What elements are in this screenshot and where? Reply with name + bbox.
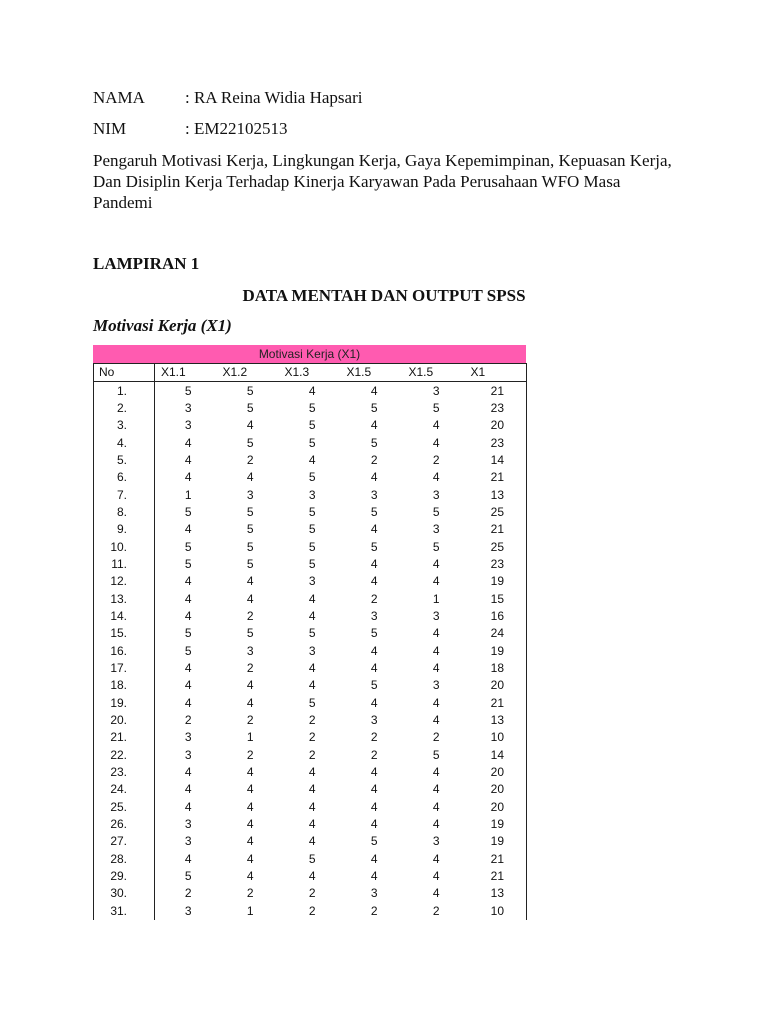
- score-cell: 4: [246, 591, 254, 606]
- score-cell: 2: [246, 886, 254, 901]
- row-number-cell: 10.: [94, 538, 155, 555]
- score-cell: 5: [308, 435, 316, 450]
- row-number-cell: 18.: [94, 677, 155, 694]
- score-cell: 2: [246, 452, 254, 467]
- score-cell: 2: [308, 713, 316, 728]
- score-cell: 4: [432, 626, 440, 641]
- score-cell: 2: [432, 730, 440, 745]
- row-number-cell: 27.: [94, 833, 155, 850]
- score-cell: 4: [370, 782, 378, 797]
- total-cell: 14: [465, 452, 527, 469]
- row-number-cell: 30.: [94, 885, 155, 902]
- score-cell: 4: [308, 817, 316, 832]
- column-header: X1.1: [155, 364, 217, 382]
- score-cell: 4: [246, 817, 254, 832]
- score-cell: 4: [432, 799, 440, 814]
- row-number-cell: 1.: [94, 382, 155, 400]
- row-number-cell: 7.: [94, 486, 155, 503]
- score-cell: 3: [184, 747, 192, 762]
- score-cell: 5: [184, 539, 192, 554]
- score-cell: 4: [370, 643, 378, 658]
- score-cell: 5: [184, 626, 192, 641]
- row-number-cell: 29.: [94, 868, 155, 885]
- score-cell: 4: [370, 574, 378, 589]
- table-row: [94, 660, 527, 677]
- total-cell: 19: [465, 573, 527, 590]
- row-number-cell: 3.: [94, 417, 155, 434]
- table-row: [94, 625, 527, 642]
- total-cell: 25: [465, 504, 527, 521]
- total-cell: 16: [465, 608, 527, 625]
- score-cell: 1: [432, 591, 440, 606]
- score-cell: 4: [370, 799, 378, 814]
- row-number-cell: 2.: [94, 400, 155, 417]
- score-cell: 5: [308, 400, 316, 415]
- score-cell: 2: [246, 713, 254, 728]
- score-cell: 4: [184, 678, 192, 693]
- table-row: [94, 521, 527, 538]
- score-cell: 1: [246, 903, 254, 918]
- score-cell: 5: [246, 383, 254, 398]
- score-cell: 4: [184, 851, 192, 866]
- row-number-cell: 22.: [94, 747, 155, 764]
- score-cell: 5: [432, 504, 440, 519]
- score-cell: 4: [370, 765, 378, 780]
- row-number-cell: 31.: [94, 903, 155, 920]
- score-cell: 3: [184, 834, 192, 849]
- table-row: [94, 903, 527, 920]
- score-cell: 4: [184, 782, 192, 797]
- table-row: [94, 452, 527, 469]
- score-cell: 4: [432, 574, 440, 589]
- row-number-cell: 5.: [94, 452, 155, 469]
- score-cell: 5: [308, 418, 316, 433]
- score-cell: 2: [370, 452, 378, 467]
- table-row: [94, 504, 527, 521]
- score-cell: 3: [184, 730, 192, 745]
- table-header-row: [94, 364, 527, 382]
- score-cell: 2: [184, 886, 192, 901]
- total-cell: 25: [465, 538, 527, 555]
- score-cell: 3: [432, 608, 440, 623]
- score-cell: 2: [308, 747, 316, 762]
- row-number-cell: 20.: [94, 712, 155, 729]
- total-cell: 19: [465, 643, 527, 660]
- score-cell: 4: [308, 383, 316, 398]
- total-cell: 23: [465, 434, 527, 451]
- score-cell: 4: [432, 886, 440, 901]
- table-row: [94, 764, 527, 781]
- score-cell: 2: [370, 591, 378, 606]
- row-number-cell: 24.: [94, 781, 155, 798]
- data-table-container: [93, 345, 526, 920]
- score-cell: 4: [370, 556, 378, 571]
- table-row: [94, 816, 527, 833]
- score-cell: 4: [184, 799, 192, 814]
- total-cell: 13: [465, 486, 527, 503]
- score-cell: 4: [308, 799, 316, 814]
- score-cell: 5: [308, 851, 316, 866]
- row-number-cell: 14.: [94, 608, 155, 625]
- table-row: [94, 747, 527, 764]
- score-cell: 4: [184, 452, 192, 467]
- score-cell: 4: [432, 851, 440, 866]
- row-number-cell: 12.: [94, 573, 155, 590]
- score-cell: 4: [184, 574, 192, 589]
- total-cell: 19: [465, 816, 527, 833]
- score-cell: 5: [370, 400, 378, 415]
- score-cell: 4: [432, 418, 440, 433]
- score-cell: 4: [246, 851, 254, 866]
- table-row: [94, 695, 527, 712]
- score-cell: 2: [246, 608, 254, 623]
- score-cell: 3: [308, 574, 316, 589]
- column-header: X1.3: [279, 364, 341, 382]
- score-cell: 4: [246, 799, 254, 814]
- score-cell: 3: [370, 487, 378, 502]
- score-cell: 4: [184, 470, 192, 485]
- score-cell: 4: [184, 695, 192, 710]
- score-cell: 4: [184, 608, 192, 623]
- section-title: Motivasi Kerja (X1): [93, 316, 232, 335]
- table-row: [94, 608, 527, 625]
- table-row: [94, 712, 527, 729]
- score-cell: 4: [432, 713, 440, 728]
- score-cell: 2: [308, 903, 316, 918]
- total-cell: 21: [465, 868, 527, 885]
- total-cell: 15: [465, 590, 527, 607]
- score-cell: 4: [432, 556, 440, 571]
- column-header: No: [94, 364, 155, 382]
- table-row: [94, 799, 527, 816]
- table-row: [94, 486, 527, 503]
- nama-value: : RA Reina Widia Hapsari: [185, 88, 363, 107]
- score-cell: 4: [246, 678, 254, 693]
- row-number-cell: 16.: [94, 643, 155, 660]
- score-cell: 4: [246, 834, 254, 849]
- total-cell: 13: [465, 885, 527, 902]
- score-cell: 4: [308, 678, 316, 693]
- score-cell: 3: [246, 487, 254, 502]
- score-cell: 4: [246, 869, 254, 884]
- score-cell: 1: [184, 487, 192, 502]
- score-cell: 4: [432, 765, 440, 780]
- total-cell: 20: [465, 417, 527, 434]
- row-number-cell: 17.: [94, 660, 155, 677]
- table-row: [94, 538, 527, 555]
- total-cell: 21: [465, 382, 527, 400]
- score-cell: 5: [308, 522, 316, 537]
- score-cell: 5: [184, 869, 192, 884]
- score-cell: 4: [184, 591, 192, 606]
- score-cell: 5: [370, 435, 378, 450]
- table-row: [94, 417, 527, 434]
- score-cell: 4: [246, 695, 254, 710]
- score-cell: 5: [308, 626, 316, 641]
- column-header: X1.5: [403, 364, 465, 382]
- score-cell: 3: [184, 903, 192, 918]
- score-cell: 5: [370, 834, 378, 849]
- score-cell: 4: [184, 661, 192, 676]
- lampiran-heading: LAMPIRAN 1: [93, 254, 200, 273]
- table-row: [94, 643, 527, 660]
- row-number-cell: 26.: [94, 816, 155, 833]
- score-cell: 4: [308, 608, 316, 623]
- total-cell: 14: [465, 747, 527, 764]
- nim-label: NIM: [93, 119, 127, 138]
- score-cell: 5: [308, 504, 316, 519]
- thesis-title: Pengaruh Motivasi Kerja, Lingkungan Kerja, Gaya Kepemimpinan, Kepuasan Kerja, Dan Disiplin Kerja Terhadap Kinerja Karyawan Pada Perusahaan WFO Masa Pandemi: [93, 151, 672, 212]
- row-number-cell: 23.: [94, 764, 155, 781]
- table-row: [94, 729, 527, 746]
- score-cell: 5: [370, 678, 378, 693]
- score-cell: 3: [246, 643, 254, 658]
- table-row: [94, 434, 527, 451]
- score-cell: 4: [370, 470, 378, 485]
- table-row: [94, 469, 527, 486]
- score-cell: 4: [246, 782, 254, 797]
- score-cell: 4: [370, 522, 378, 537]
- score-cell: 2: [246, 747, 254, 762]
- score-cell: 4: [432, 643, 440, 658]
- table-banner: Motivasi Kerja (X1): [93, 345, 526, 363]
- nama-label: NAMA: [93, 88, 145, 107]
- score-cell: 4: [246, 574, 254, 589]
- total-cell: 21: [465, 521, 527, 538]
- total-cell: 10: [465, 729, 527, 746]
- score-cell: 5: [184, 556, 192, 571]
- score-cell: 4: [308, 869, 316, 884]
- score-cell: 4: [246, 470, 254, 485]
- total-cell: 20: [465, 677, 527, 694]
- row-number-cell: 8.: [94, 504, 155, 521]
- score-cell: 2: [308, 886, 316, 901]
- row-number-cell: 28.: [94, 851, 155, 868]
- score-cell: 3: [432, 522, 440, 537]
- row-number-cell: 15.: [94, 625, 155, 642]
- score-cell: 5: [246, 556, 254, 571]
- score-cell: 2: [370, 730, 378, 745]
- total-cell: 20: [465, 781, 527, 798]
- table-row: [94, 400, 527, 417]
- row-number-cell: 25.: [94, 799, 155, 816]
- score-cell: 2: [370, 747, 378, 762]
- score-cell: 4: [370, 383, 378, 398]
- nim-value: : EM22102513: [185, 119, 288, 138]
- total-cell: 13: [465, 712, 527, 729]
- score-cell: 3: [184, 400, 192, 415]
- score-cell: 5: [308, 470, 316, 485]
- total-cell: 23: [465, 400, 527, 417]
- total-cell: 18: [465, 660, 527, 677]
- data-table: [93, 363, 527, 920]
- table-row: [94, 851, 527, 868]
- score-cell: 4: [308, 591, 316, 606]
- score-cell: 3: [370, 886, 378, 901]
- score-cell: 3: [184, 817, 192, 832]
- score-cell: 2: [432, 903, 440, 918]
- score-cell: 4: [370, 817, 378, 832]
- score-cell: 3: [370, 608, 378, 623]
- score-cell: 5: [246, 626, 254, 641]
- score-cell: 1: [246, 730, 254, 745]
- score-cell: 2: [370, 903, 378, 918]
- score-cell: 3: [432, 383, 440, 398]
- score-cell: 5: [370, 539, 378, 554]
- row-number-cell: 13.: [94, 590, 155, 607]
- score-cell: 4: [308, 782, 316, 797]
- score-cell: 5: [246, 539, 254, 554]
- table-row: [94, 885, 527, 902]
- score-cell: 3: [184, 418, 192, 433]
- table-row: [94, 382, 527, 400]
- score-cell: 4: [370, 695, 378, 710]
- score-cell: 4: [432, 470, 440, 485]
- score-cell: 3: [308, 487, 316, 502]
- score-cell: 4: [308, 834, 316, 849]
- score-cell: 4: [246, 765, 254, 780]
- score-cell: 5: [246, 400, 254, 415]
- table-row: [94, 556, 527, 573]
- row-number-cell: 19.: [94, 695, 155, 712]
- column-header: X1.5: [341, 364, 403, 382]
- score-cell: 5: [246, 522, 254, 537]
- total-cell: 21: [465, 851, 527, 868]
- score-cell: 2: [432, 452, 440, 467]
- score-cell: 5: [184, 383, 192, 398]
- score-cell: 5: [184, 504, 192, 519]
- score-cell: 4: [308, 452, 316, 467]
- total-cell: 21: [465, 469, 527, 486]
- score-cell: 4: [184, 765, 192, 780]
- row-number-cell: 6.: [94, 469, 155, 486]
- score-cell: 4: [308, 661, 316, 676]
- score-cell: 3: [432, 834, 440, 849]
- score-cell: 4: [370, 661, 378, 676]
- score-cell: 5: [370, 626, 378, 641]
- score-cell: 3: [432, 487, 440, 502]
- table-row: [94, 868, 527, 885]
- score-cell: 4: [370, 851, 378, 866]
- column-header: X1.2: [217, 364, 279, 382]
- table-row: [94, 833, 527, 850]
- total-cell: 24: [465, 625, 527, 642]
- row-number-cell: 9.: [94, 521, 155, 538]
- table-row: [94, 781, 527, 798]
- score-cell: 4: [432, 869, 440, 884]
- row-number-cell: 11.: [94, 556, 155, 573]
- total-cell: 20: [465, 799, 527, 816]
- row-number-cell: 21.: [94, 729, 155, 746]
- score-cell: 5: [432, 400, 440, 415]
- score-cell: 4: [246, 418, 254, 433]
- score-cell: 5: [370, 504, 378, 519]
- score-cell: 5: [308, 556, 316, 571]
- column-header: X1: [465, 364, 527, 382]
- table-row: [94, 573, 527, 590]
- total-cell: 20: [465, 764, 527, 781]
- score-cell: 3: [432, 678, 440, 693]
- score-cell: 4: [184, 522, 192, 537]
- total-cell: 21: [465, 695, 527, 712]
- score-cell: 5: [308, 539, 316, 554]
- score-cell: 4: [432, 782, 440, 797]
- score-cell: 4: [370, 418, 378, 433]
- score-cell: 5: [246, 435, 254, 450]
- score-cell: 2: [246, 661, 254, 676]
- total-cell: 23: [465, 556, 527, 573]
- score-cell: 3: [308, 643, 316, 658]
- row-number-cell: 4.: [94, 434, 155, 451]
- score-cell: 2: [184, 713, 192, 728]
- score-cell: 4: [432, 435, 440, 450]
- score-cell: 3: [370, 713, 378, 728]
- score-cell: 4: [432, 817, 440, 832]
- total-cell: 19: [465, 833, 527, 850]
- score-cell: 5: [246, 504, 254, 519]
- score-cell: 4: [432, 695, 440, 710]
- document-heading: DATA MENTAH DAN OUTPUT SPSS: [242, 286, 526, 305]
- score-cell: 5: [184, 643, 192, 658]
- score-cell: 5: [308, 695, 316, 710]
- score-cell: 2: [308, 730, 316, 745]
- score-cell: 4: [184, 435, 192, 450]
- score-cell: 5: [432, 747, 440, 762]
- score-cell: 4: [370, 869, 378, 884]
- score-cell: 4: [432, 661, 440, 676]
- table-row: [94, 590, 527, 607]
- score-cell: 4: [308, 765, 316, 780]
- total-cell: 10: [465, 903, 527, 920]
- table-row: [94, 677, 527, 694]
- score-cell: 5: [432, 539, 440, 554]
